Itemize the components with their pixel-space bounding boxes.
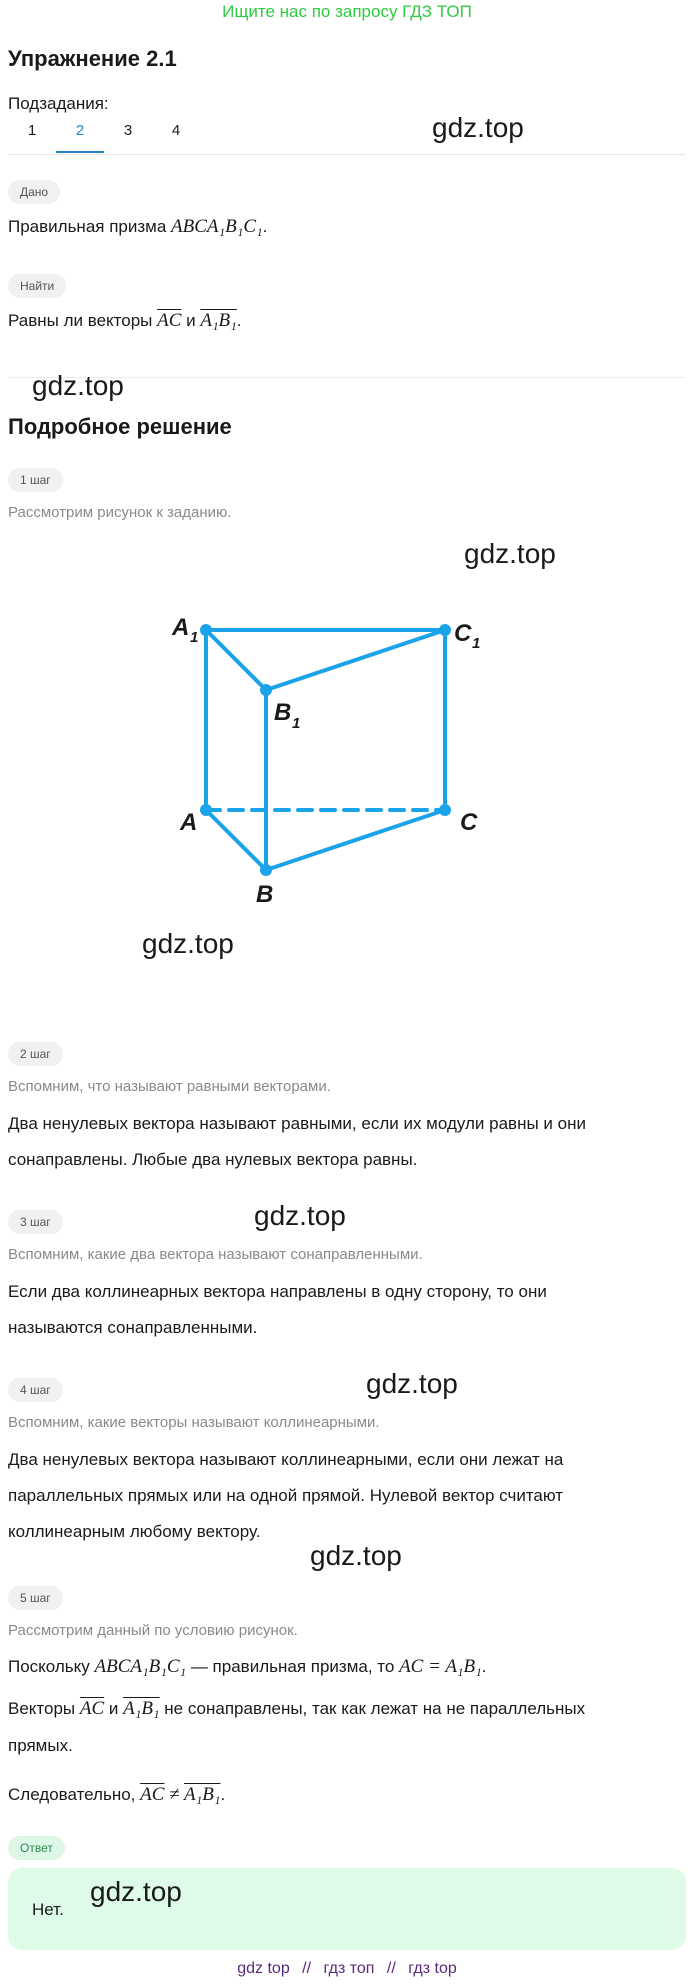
footer-link-1[interactable]: gdz top — [237, 1960, 290, 1977]
step-5-hint: Рассмотрим данный по условию рисунок. — [8, 1622, 298, 1639]
label-b1: B — [274, 699, 292, 726]
tab-3[interactable]: 3 — [123, 122, 133, 139]
answer-text: Нет. — [32, 1900, 64, 1919]
watermark: gdz.top — [432, 112, 524, 143]
step-2-hint: Вспомним, что называют равными векторами. — [8, 1078, 331, 1095]
label-c1-sub: 1 — [472, 635, 481, 652]
label-a1-sub: 1 — [190, 629, 199, 646]
tab-2[interactable]: 2 — [56, 122, 104, 153]
label-a: A — [180, 809, 198, 836]
footer-link-2[interactable]: гдз топ — [323, 1960, 375, 1977]
watermark: gdz.top — [366, 1368, 458, 1399]
tab-1[interactable]: 1 — [27, 122, 37, 139]
point-c — [439, 804, 451, 816]
step-4-label: 4 шаг — [8, 1378, 63, 1402]
watermark: gdz.top — [310, 1540, 402, 1571]
watermark: gdz.top — [142, 928, 234, 959]
label-b1-sub: 1 — [292, 715, 301, 732]
step-4-body-1: Два ненулевых вектора называют коллинеарными, если они лежат на — [8, 1450, 564, 1469]
step-4-hint: Вспомним, какие векторы называют коллинеарными. — [8, 1414, 380, 1431]
step-1-hint: Рассмотрим рисунок к заданию. — [8, 504, 232, 521]
step-2-body-2: сонаправлены. Любые два нулевых вектора равны. — [8, 1150, 418, 1169]
footer-link-3[interactable]: гдз top — [408, 1960, 457, 1977]
watermark: gdz.top — [32, 370, 124, 401]
answer-label: Ответ — [8, 1836, 65, 1860]
point-c1 — [439, 624, 451, 636]
find-label: Найти — [8, 274, 66, 298]
footer-links — [0, 1960, 694, 1978]
watermark: gdz.top — [254, 1200, 346, 1231]
find-text: Равны ли векторы $\overline{AC}$ и A₁B₁. — [8, 310, 242, 331]
top-banner: Ищите нас по запросу ГДЗ ТОП — [222, 2, 472, 21]
point-a — [200, 804, 212, 816]
step-5-label: 5 шаг — [8, 1586, 63, 1610]
label-b: B — [256, 881, 274, 908]
step-2-body-1: Два ненулевых вектора называют равными, если их модули равны и они — [8, 1114, 586, 1133]
label-c: C — [460, 809, 478, 836]
footer-separator: // — [302, 1960, 312, 1977]
label-a1: A — [172, 614, 190, 641]
subtask-tabs — [8, 122, 200, 153]
watermark: gdz.top — [90, 1876, 182, 1907]
solution-title: Подробное решение — [8, 414, 232, 439]
step-4-body-3: коллинеарным любому вектору. — [8, 1522, 261, 1541]
tabs-divider — [8, 154, 686, 155]
step-5-line-1: Поскольку ABCA₁B₁C₁ — правильная призма, то AC = A₁B₁. — [8, 1656, 487, 1677]
prism-figure — [150, 590, 500, 920]
step-5-line-4: Следовательно, $\overline{AC} \ne A_1B_1$. — [8, 1784, 226, 1805]
step-4-body-2: параллельных прямых или на одной прямой. Нулевой вектор считают — [8, 1486, 564, 1505]
point-b — [260, 864, 272, 876]
label-c1: C — [454, 620, 472, 647]
edge-b-c — [266, 810, 445, 870]
vector-ac: $\overline{AC}$ — [157, 310, 182, 331]
step-3-label: 3 шаг — [8, 1210, 63, 1234]
point-b1 — [260, 684, 272, 696]
prism-name: ABCA₁B₁C₁ — [171, 216, 263, 237]
step-3-body-1: Если два коллинеарных вектора направлены в одну сторону, то они — [8, 1282, 547, 1301]
edge-a1-b1 — [206, 630, 266, 690]
given-text: Правильная призма ABCA₁B₁C₁. — [8, 216, 268, 237]
step-1-label: 1 шаг — [8, 468, 63, 492]
edge-a-b — [206, 810, 266, 870]
exercise-title: Упражнение 2.1 — [8, 46, 177, 71]
edge-b1-c1 — [266, 630, 445, 690]
step-5-line-3: прямых. — [8, 1736, 73, 1755]
step-3-hint: Вспомним, какие два вектора называют сонаправленными. — [8, 1246, 423, 1263]
watermark: gdz.top — [464, 538, 556, 569]
tab-4[interactable]: 4 — [171, 122, 181, 139]
step-2-label: 2 шаг — [8, 1042, 63, 1066]
vector-a1b1: A₁B₁ — [200, 310, 237, 331]
step-5-line-2: Векторы $\overline{AC}$ и A₁B₁ не сонаправлены, так как лежат на не параллельных — [8, 1698, 586, 1719]
given-label: Дано — [8, 180, 60, 204]
footer-separator: // — [386, 1960, 396, 1977]
point-a1 — [200, 624, 212, 636]
step-3-body-2: называются сонаправленными. — [8, 1318, 258, 1337]
subtasks-label: Подзадания: — [8, 94, 109, 113]
